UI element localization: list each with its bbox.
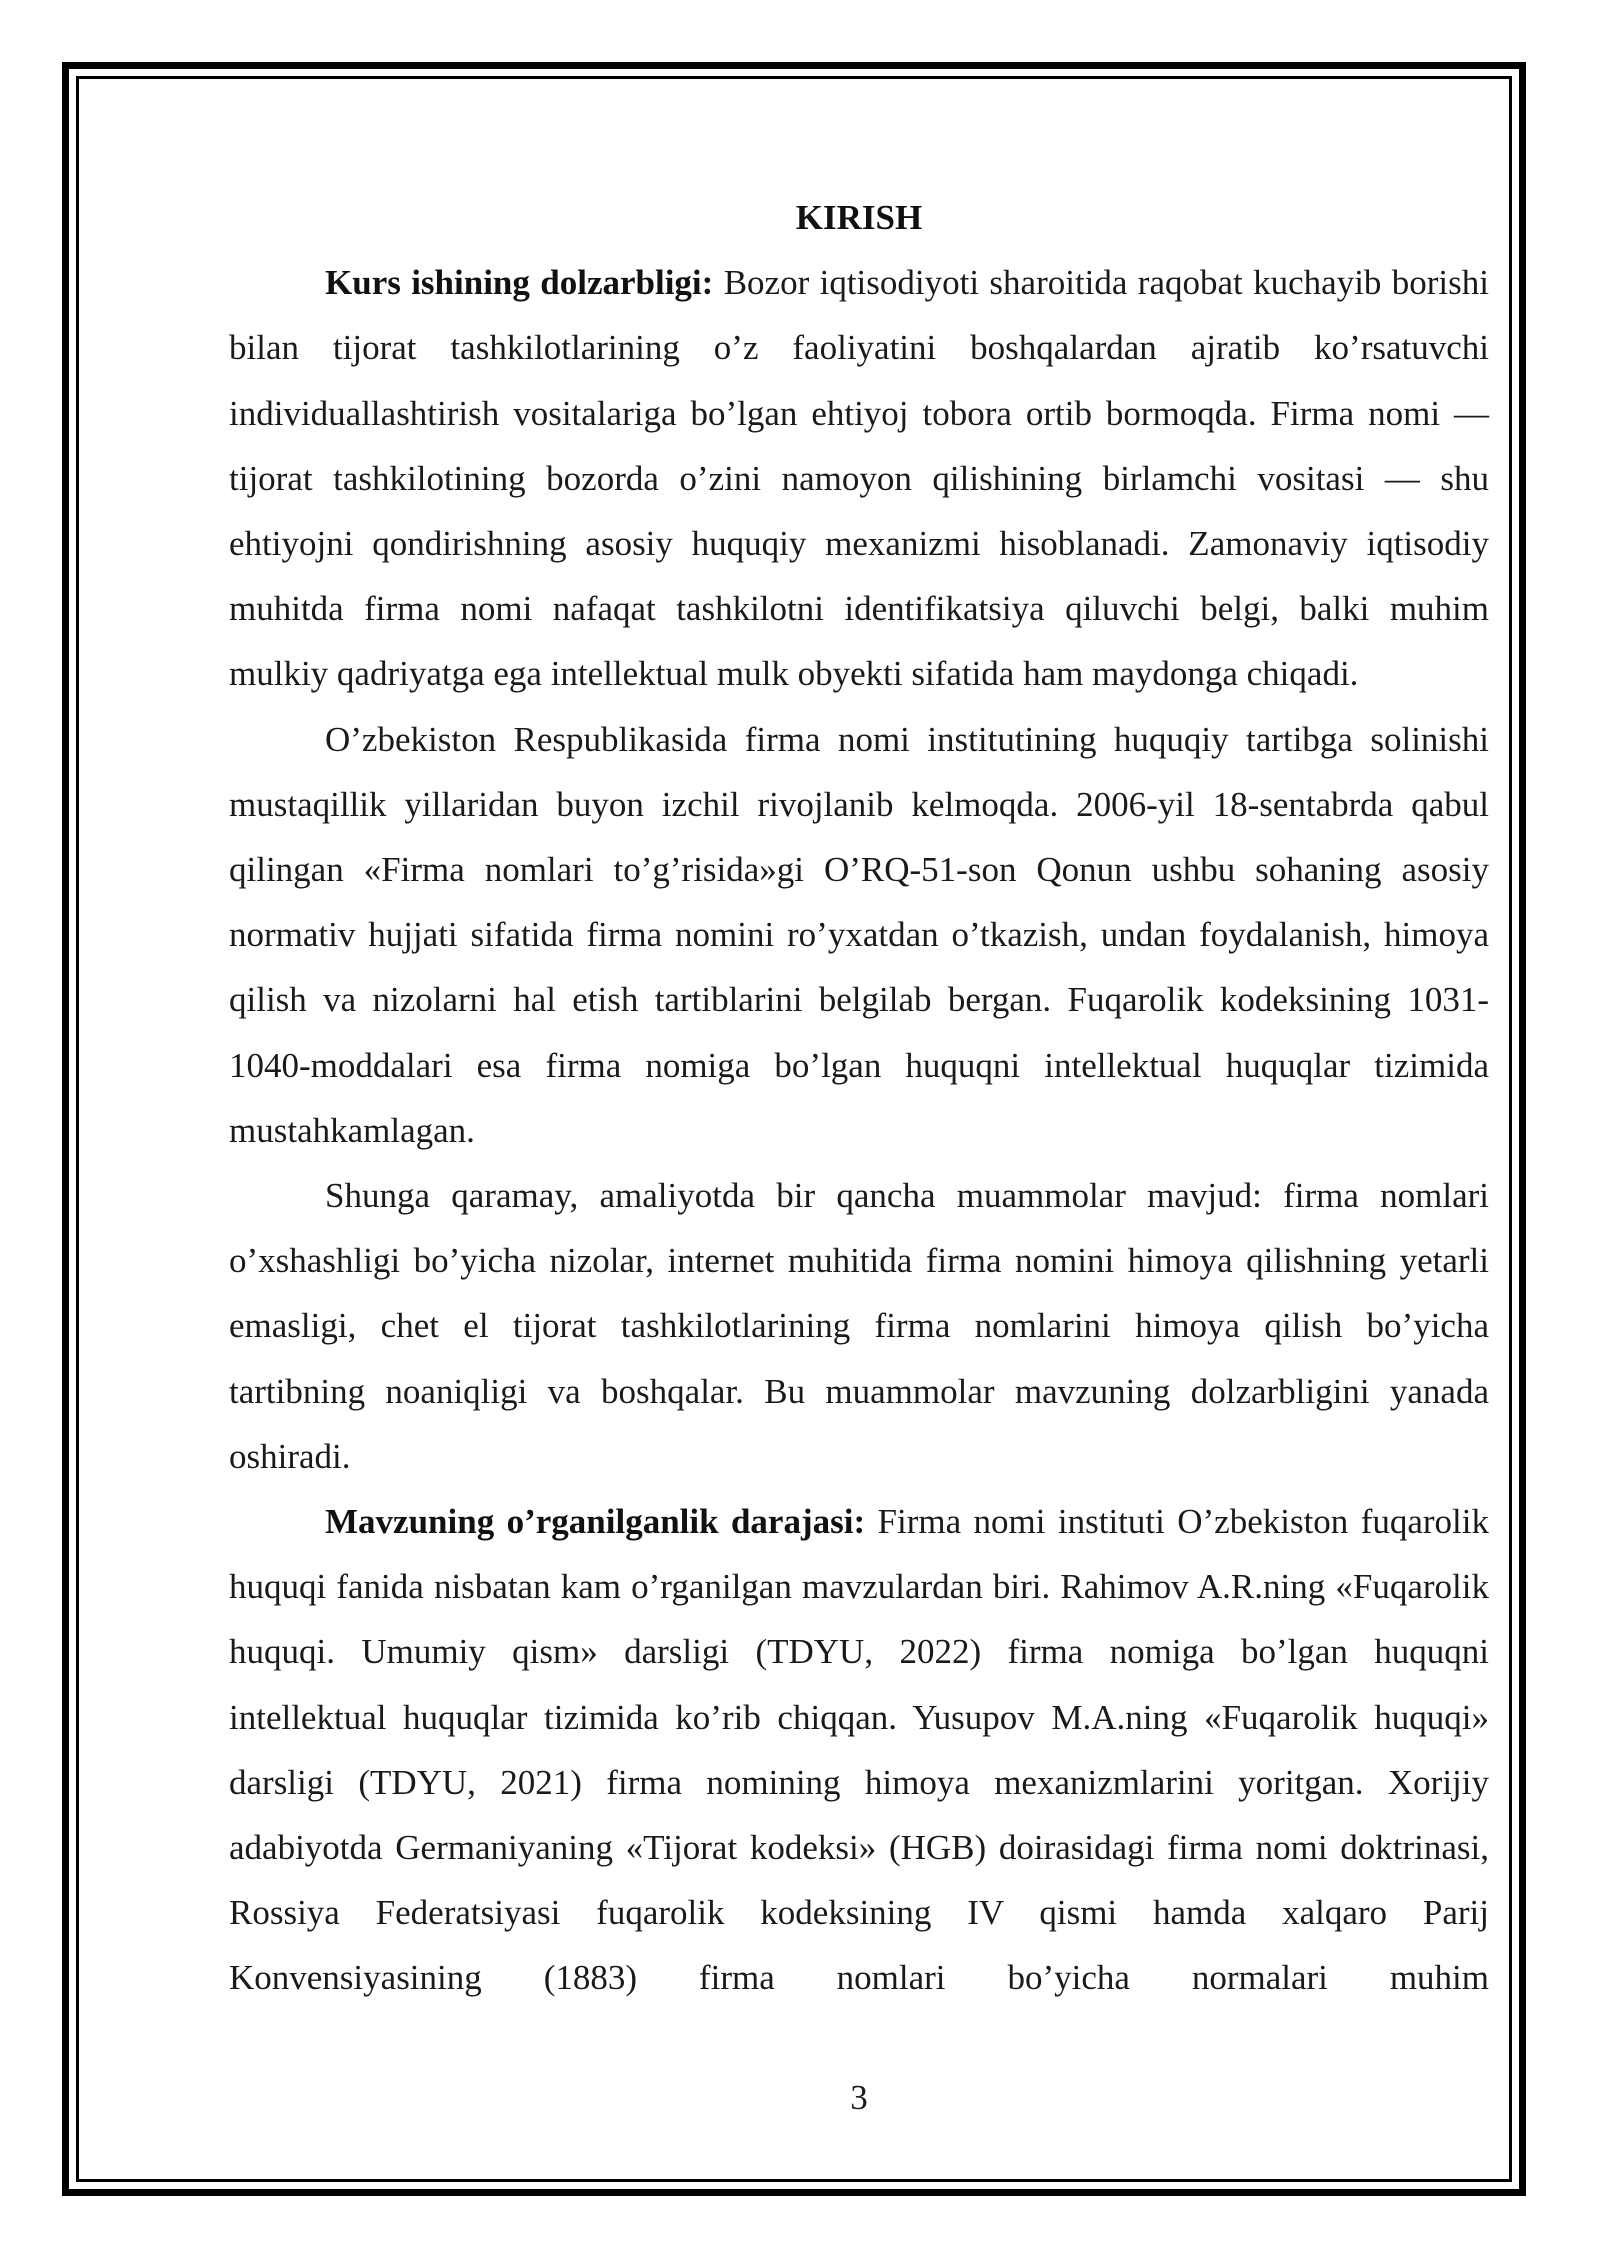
page-content: [229, 185, 1489, 2011]
paragraph-lead-relevance: Kurs ishining dolzarbligi:: [325, 263, 714, 303]
paragraph-text-study-degree: Firma nomi instituti O’zbekiston fuqarolik huquqi fanida nisbatan kam o’rganilgan mavzulardan biri. Rahimov A.R.ning «Fuqarolik huquqi. Umumiy qism» darsligi (TDYU, 2022) firma nomiga bo’lgan huquqni intellektual huquqlar tizimida ko’rib chiqqan. Yusupov M.A.ning «Fuqarolik huquqi» darsligi (TDYU, 2021) firma nomining himoya mexanizmlarini yoritgan. Xorijiy adabiyotda Germaniyaning «Tijorat kodeksi» (HGB) doirasidagi firma nomi doktrinasi, Rossiya Federatsiyasi fuqarolik kodeksining IV qismi hamda xalqaro Parij Konvensiyasining (1883) firma nomlari bo’yicha normalari muhim: [229, 1502, 1489, 1998]
paragraph-text-legal-regulation: O’zbekiston Respublikasida firma nomi institutining huquqiy tartibga solinishi mustaqillik yillaridan buyon izchil rivojlanib kelmoqda. 2006-yil 18-sentabrda qabul qilingan «Firma nomlari to’g’risida»gi O’RQ-51-son Qonun ushbu sohaning asosiy normativ hujjati sifatida firma nomini ro’yxatdan o’tkazish, undan foydalanish, himoya qilish va nizolarni hal etish tartiblarini belgilab bergan. Fuqarolik kodeksining 1031-1040-moddalari esa firma nomiga bo’lgan huquqni intellektual huquqlar tizimida mustahkamlagan.: [229, 719, 1489, 1150]
paragraph-legal-regulation: [229, 707, 1489, 1163]
paragraph-study-degree: [229, 1489, 1489, 2011]
paragraph-text-relevance: Bozor iqtisodiyoti sharoitida raqobat kuchayib borishi bilan tijorat tashkilotlarining o’z faoliyatini boshqalardan ajratib ko’rsatuvchi individuallashtirish vositalariga bo’lgan ehtiyoj tobora ortib bormoqda. Firma nomi — tijorat tashkilotining bozorda o’zini namoyon qilishining birlamchi vositasi — shu ehtiyojni qondirishning asosiy huquqiy mexanizmi hisoblanadi. Zamonaviy iqtisodiy muhitda firma nomi nafaqat tashkilotni identifikatsiya qiluvchi belgi, balki muhim mulkiy qadriyatga ega intellektual mulk obyekti sifatida ham maydonga chiqadi.: [229, 263, 1490, 694]
page-number: 3: [850, 2078, 868, 2117]
paragraph-problems: [229, 1163, 1489, 1489]
section-heading: KIRISH: [795, 198, 923, 237]
paragraph-lead-study-degree: Mavzuning o’rganilganlik darajasi:: [325, 1502, 866, 1542]
paragraph-relevance: [229, 250, 1489, 706]
paragraph-text-problems: Shunga qaramay, amaliyotda bir qancha muammolar mavjud: firma nomlari o’xshashligi bo’yicha nizolar, internet muhitida firma nomini himoya qilishning yetarli emasligi, chet el tijorat tashkilotlarining firma nomlarini himoya qilish bo’yicha tartibning noaniqligi va boshqalar. Bu muammolar mavzuning dolzarbligini yanada oshiradi.: [229, 1176, 1489, 1476]
